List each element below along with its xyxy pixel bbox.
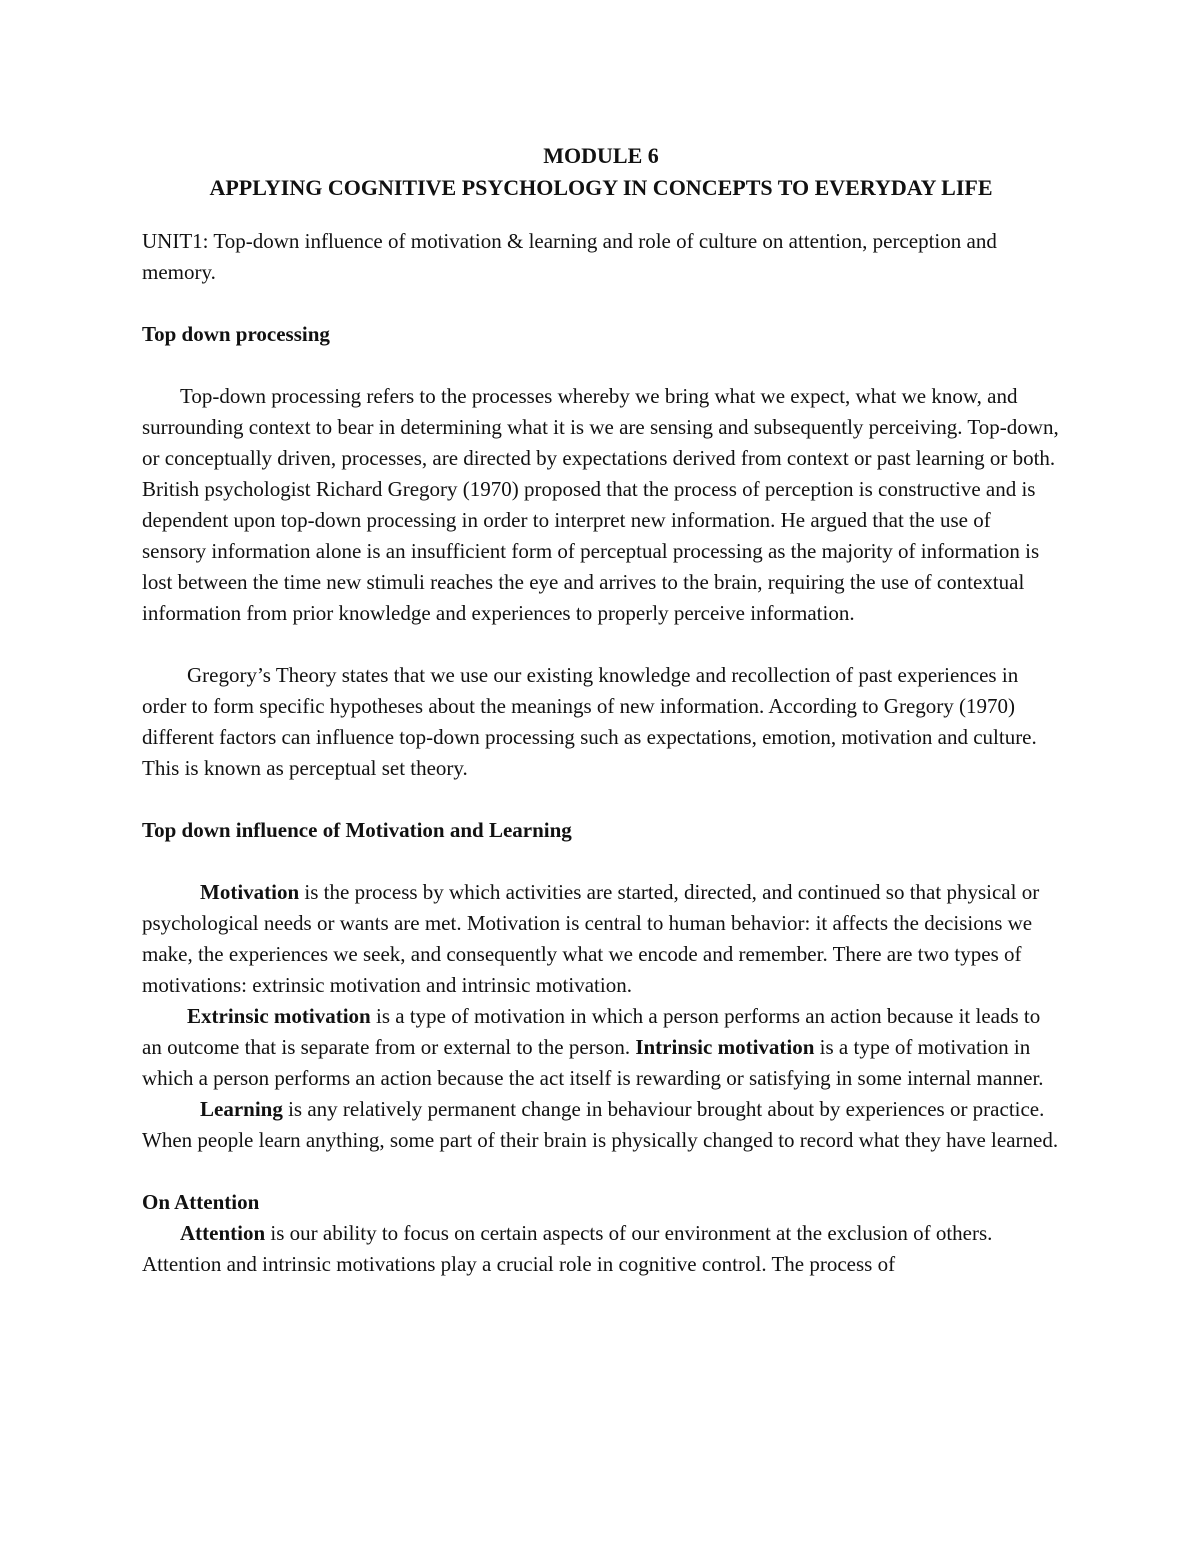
spacer xyxy=(142,846,1060,877)
term-learning: Learning xyxy=(200,1097,283,1121)
document-content xyxy=(142,140,1060,1280)
spacer xyxy=(142,1156,1060,1187)
term-extrinsic-motivation: Extrinsic motivation xyxy=(187,1004,371,1028)
term-intrinsic-motivation: Intrinsic motivation xyxy=(635,1035,815,1059)
term-motivation: Motivation xyxy=(200,880,300,904)
spacer xyxy=(142,784,1060,815)
paragraph-motivation xyxy=(142,877,1060,1001)
attention-definition: is our ability to focus on certain aspects of our environment at the exclusion of others. Attention and intrinsic motivations play a crucial role in cognitive control. The process of xyxy=(142,1221,993,1276)
section-heading-on-attention: On Attention xyxy=(142,1190,260,1214)
paragraph-top-down-definition: Top-down processing refers to the processes whereby we bring what we expect, what we know, and surrounding context to bear in determining what it is we are sensing and subsequently perceiving. Top-down, or conceptually driven, processes, are directed by expectations derived from context or past learning or both. British psychologist Richard Gregory (1970) proposed that the process of perception is constructive and is dependent upon top-down processing in order to interpret new information. He argued that the use of sensory information alone is an insufficient form of perceptual processing as the majority of information is lost between the time new stimuli reaches the eye and arrives to the brain, requiring the use of contextual information from prior knowledge and experiences to properly perceive information. xyxy=(142,384,1059,625)
intrinsic-definition: is a type of motivation in which a person performs an action because the act itself is rewarding or satisfying in some internal manner. xyxy=(142,1035,1044,1090)
module-subtitle: APPLYING COGNITIVE PSYCHOLOGY IN CONCEPTS TO EVERYDAY LIFE xyxy=(209,175,993,200)
spacer xyxy=(142,629,1060,660)
spacer xyxy=(142,350,1060,381)
extrinsic-definition: is a type of motivation in which a person performs an action because it leads to an outcome that is separate from or external to the person. xyxy=(142,1004,1041,1059)
unit-description: UNIT1: Top-down influence of motivation & learning and role of culture on attention, perception and memory. xyxy=(142,229,997,284)
paragraph-attention xyxy=(142,1218,1060,1280)
spacer xyxy=(142,288,1060,319)
section-heading-top-down-processing: Top down processing xyxy=(142,322,330,346)
section-heading-motivation-learning: Top down influence of Motivation and Learning xyxy=(142,818,572,842)
paragraph-extrinsic-intrinsic xyxy=(142,1001,1060,1094)
learning-definition: is any relatively permanent change in behaviour brought about by experiences or practice. When people learn anything, some part of their brain is physically changed to record what they have learned. xyxy=(142,1097,1059,1152)
paragraph-gregory-theory: Gregory’s Theory states that we use our existing knowledge and recollection of past experiences in order to form specific hypotheses about the meanings of new information. According to Gregory (1970) different factors can influence top-down processing such as expectations, emotion, motivation and culture. This is known as perceptual set theory. xyxy=(142,663,1037,780)
motivation-definition: is the process by which activities are started, directed, and continued so that physical or psychological needs or wants are met. Motivation is central to human behavior: it affects the decisions we make, the experiences we seek, and consequently what we encode and remember. There are two types of motivations: extrinsic motivation and intrinsic motivation. xyxy=(142,880,1040,997)
paragraph-learning xyxy=(142,1094,1060,1156)
module-title: MODULE 6 xyxy=(543,143,659,168)
term-attention: Attention xyxy=(180,1221,266,1245)
